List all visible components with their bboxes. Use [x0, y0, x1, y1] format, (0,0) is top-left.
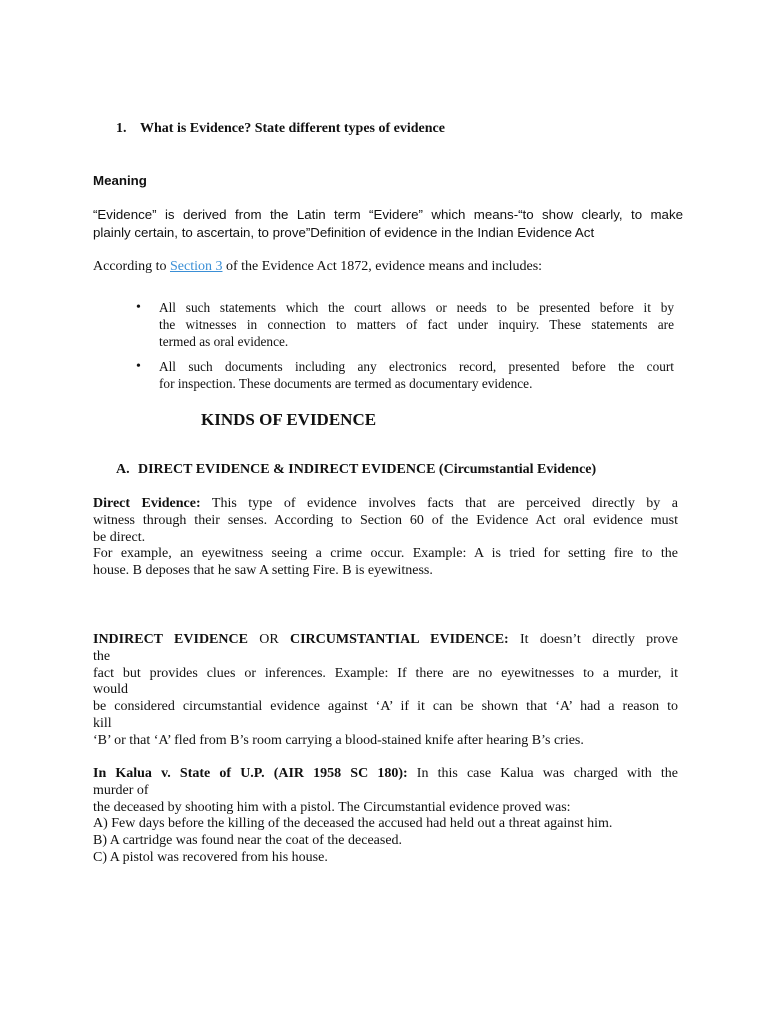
direct-first-line: Direct Evidence: This type of evidence involves facts that are perceived directly by a	[93, 496, 679, 511]
bullet-line: All such statements which the court allows or needs to be presented before it by	[159, 300, 674, 315]
bullet-line: All such documents including any electronics record, presented before the court	[159, 359, 674, 374]
kalua-line: murder of	[93, 782, 149, 798]
indirect-evidence-paragraph	[93, 632, 678, 750]
bullet-symbol: •	[136, 300, 141, 315]
meaning-heading: Meaning	[93, 173, 147, 188]
according-after: of the Evidence Act 1872, evidence means and includes:	[222, 259, 543, 274]
section-a-letter: A.	[116, 462, 130, 477]
indirect-line: would	[93, 682, 128, 698]
direct-evidence-paragraph	[93, 496, 678, 580]
question-text: What is Evidence? State different types of evidence	[140, 121, 445, 136]
meaning-line: “Evidence” is derived from the Latin term “Evidere” which means-“to show clearly, to make	[93, 207, 683, 222]
kalua-first-line: In Kalua v. State of U.P. (AIR 1958 SC 180): In this case Kalua was charged with the	[93, 766, 678, 781]
indirect-line: ‘B’ or that ‘A’ fled from B’s room carrying a blood-stained knife after hearing B’s cries.	[93, 732, 584, 748]
question-heading	[116, 121, 445, 137]
according-before: According to	[93, 259, 170, 274]
bullet-line: for inspection. These documents are termed as documentary evidence.	[159, 375, 533, 391]
kinds-heading: KINDS OF EVIDENCE	[201, 410, 377, 429]
bullet-item-oral	[159, 300, 674, 350]
direct-line: house. B deposes that he saw A setting Fire. B is eyewitness.	[93, 563, 433, 579]
section-a-heading	[116, 462, 596, 478]
bullet-line: termed as oral evidence.	[159, 333, 289, 349]
kalua-line: the deceased by shooting him with a pistol. The Circumstantial evidence proved was:	[93, 799, 571, 815]
meaning-line: plainly certain, to ascertain, to prove”Definition of evidence in the Indian Evidence Act	[93, 225, 595, 240]
indirect-first-line: INDIRECT EVIDENCE OR CIRCUMSTANTIAL EVIDENCE: It doesn’t directly prove	[93, 632, 679, 647]
direct-label: Direct Evidence:	[93, 496, 201, 511]
bullet-symbol: •	[136, 359, 141, 374]
indirect-line: fact but provides clues or inferences. Example: If there are no eyewitnesses to a murder, it	[93, 665, 678, 681]
kalua-line: B) A cartridge was found near the coat of the deceased.	[93, 833, 403, 849]
bullet-line: the witnesses in connection to matters of fact under inquiry. These statements are	[159, 316, 674, 332]
kalua-line: C) A pistol was recovered from his house.	[93, 849, 328, 865]
direct-line: be direct.	[93, 529, 146, 545]
kalua-case-paragraph	[93, 766, 678, 867]
according-paragraph	[93, 259, 678, 275]
kalua-label: In Kalua v. State of U.P. (AIR 1958 SC 180):	[93, 766, 408, 781]
section-3-link[interactable]: Section 3	[169, 259, 223, 274]
direct-line: witness through their senses. According to Section 60 of the Evidence Act oral evidence must	[93, 512, 678, 528]
direct-line: For example, an eyewitness seeing a crime occur. Example: A is tried for setting fire to the	[93, 546, 678, 562]
indirect-label: INDIRECT EVIDENCE	[93, 632, 248, 647]
kalua-line: A) Few days before the killing of the deceased the accused had held out a threat against him.	[93, 816, 613, 832]
section-a-title: DIRECT EVIDENCE & INDIRECT EVIDENCE (Circumstantial Evidence)	[138, 462, 597, 477]
question-number: 1.	[116, 121, 127, 136]
indirect-line: the	[93, 648, 111, 664]
bullet-item-documentary	[159, 359, 674, 393]
meaning-paragraph	[93, 206, 683, 242]
indirect-line: be considered circumstantial evidence against ‘A’ if it can be shown that ‘A’ had a reason to	[93, 699, 678, 715]
circumstantial-label: CIRCUMSTANTIAL EVIDENCE:	[289, 632, 509, 647]
indirect-line: kill	[93, 715, 112, 731]
